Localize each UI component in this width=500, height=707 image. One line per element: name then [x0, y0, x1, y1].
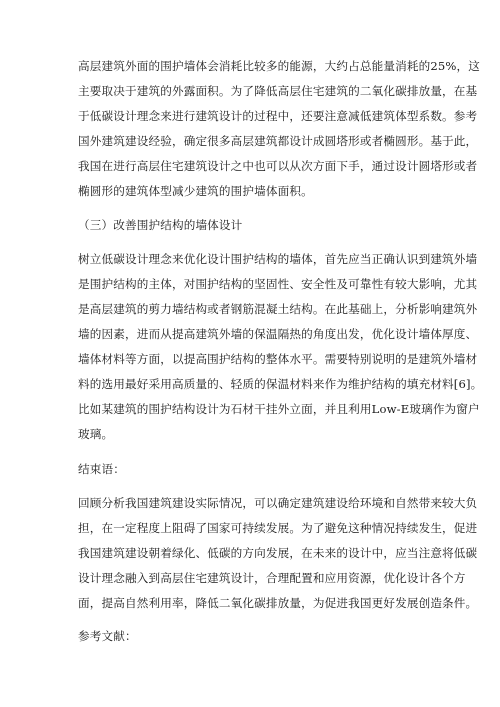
paragraph-line: 比如某建筑的围护结构设计为石材干挂外立面，并且利用Low-E玻璃作为窗户 [78, 402, 480, 416]
paragraph-line: 是高层建筑的剪力墙结构或者钢筋混凝土结构。在此基础上，分析影响建筑外 [78, 302, 478, 316]
paragraph-line: 是围护结构的主体，对围护结构的坚固性、安全性及可靠性有较大影响，尤其 [78, 277, 478, 291]
paragraph-line: 回顾分析我国建筑建设实际情况，可以确定建筑建设给环境和自然带来较大负 [78, 496, 478, 510]
paragraph-line: 设计理念融入到高层住宅建筑设计，合理配置和应用资源，优化设计各个方 [78, 571, 466, 585]
paragraph-line: 墙体材料等方面，以提高围护结构的整体水平。需要特别说明的是建筑外墙材 [78, 352, 478, 366]
paragraph-line: 我国在进行高层住宅建筑设计之中也可以从次方面下手，通过设计圆塔形或者 [78, 159, 478, 173]
paragraph-line: 墙的因素，进而从提高建筑外墙的保温隔热的角度出发，优化设计墙体厚度、 [78, 327, 478, 341]
references-heading: 参考文献： [78, 629, 137, 643]
paragraph-line: 料的选用最好采用高质量的、轻质的保温材料来作为维护结构的填充材料[6]。 [78, 377, 483, 391]
paragraph-line: 主要取决于建筑的外露面积。为了降低高层住宅建筑的二氧化碳排放量，在基 [78, 84, 478, 98]
paragraph-line: 玻璃。 [78, 427, 114, 441]
paragraph-line: 面，提高自然利用率，降低二氧化碳排放量，为促进我国更好发展创造条件。 [78, 596, 478, 610]
paragraph-line: 担，在一定程度上阻碍了国家可持续发展。为了避免这种情况持续发生，促进 [78, 521, 478, 535]
paragraph-line: 我国建筑建设朝着绿化、低碳的方向发展，在未来的设计中，应当注意将低碳 [78, 546, 478, 560]
paragraph-line: 高层建筑外面的围护墙体会消耗比较多的能源，大约占总能量消耗的25%，这 [78, 59, 481, 73]
paragraph-line: 树立低碳设计理念来优化设计围护结构的墙体，首先应当正确认识到建筑外墙 [78, 252, 478, 266]
section-heading: （三）改善围护结构的墙体设计 [78, 218, 243, 232]
paragraph-line: 椭圆形的建筑体型减少建筑的围护墙体面积。 [78, 184, 313, 198]
conclusion-heading: 结束语： [78, 462, 125, 476]
paragraph-line: 于低碳设计理念来进行建筑设计的过程中，还要注意减低建筑体型系数。参考 [78, 109, 478, 123]
paragraph-line: 国外建筑建设经验，确定很多高层建筑都设计成圆塔形或者椭圆形。基于此， [78, 134, 478, 148]
